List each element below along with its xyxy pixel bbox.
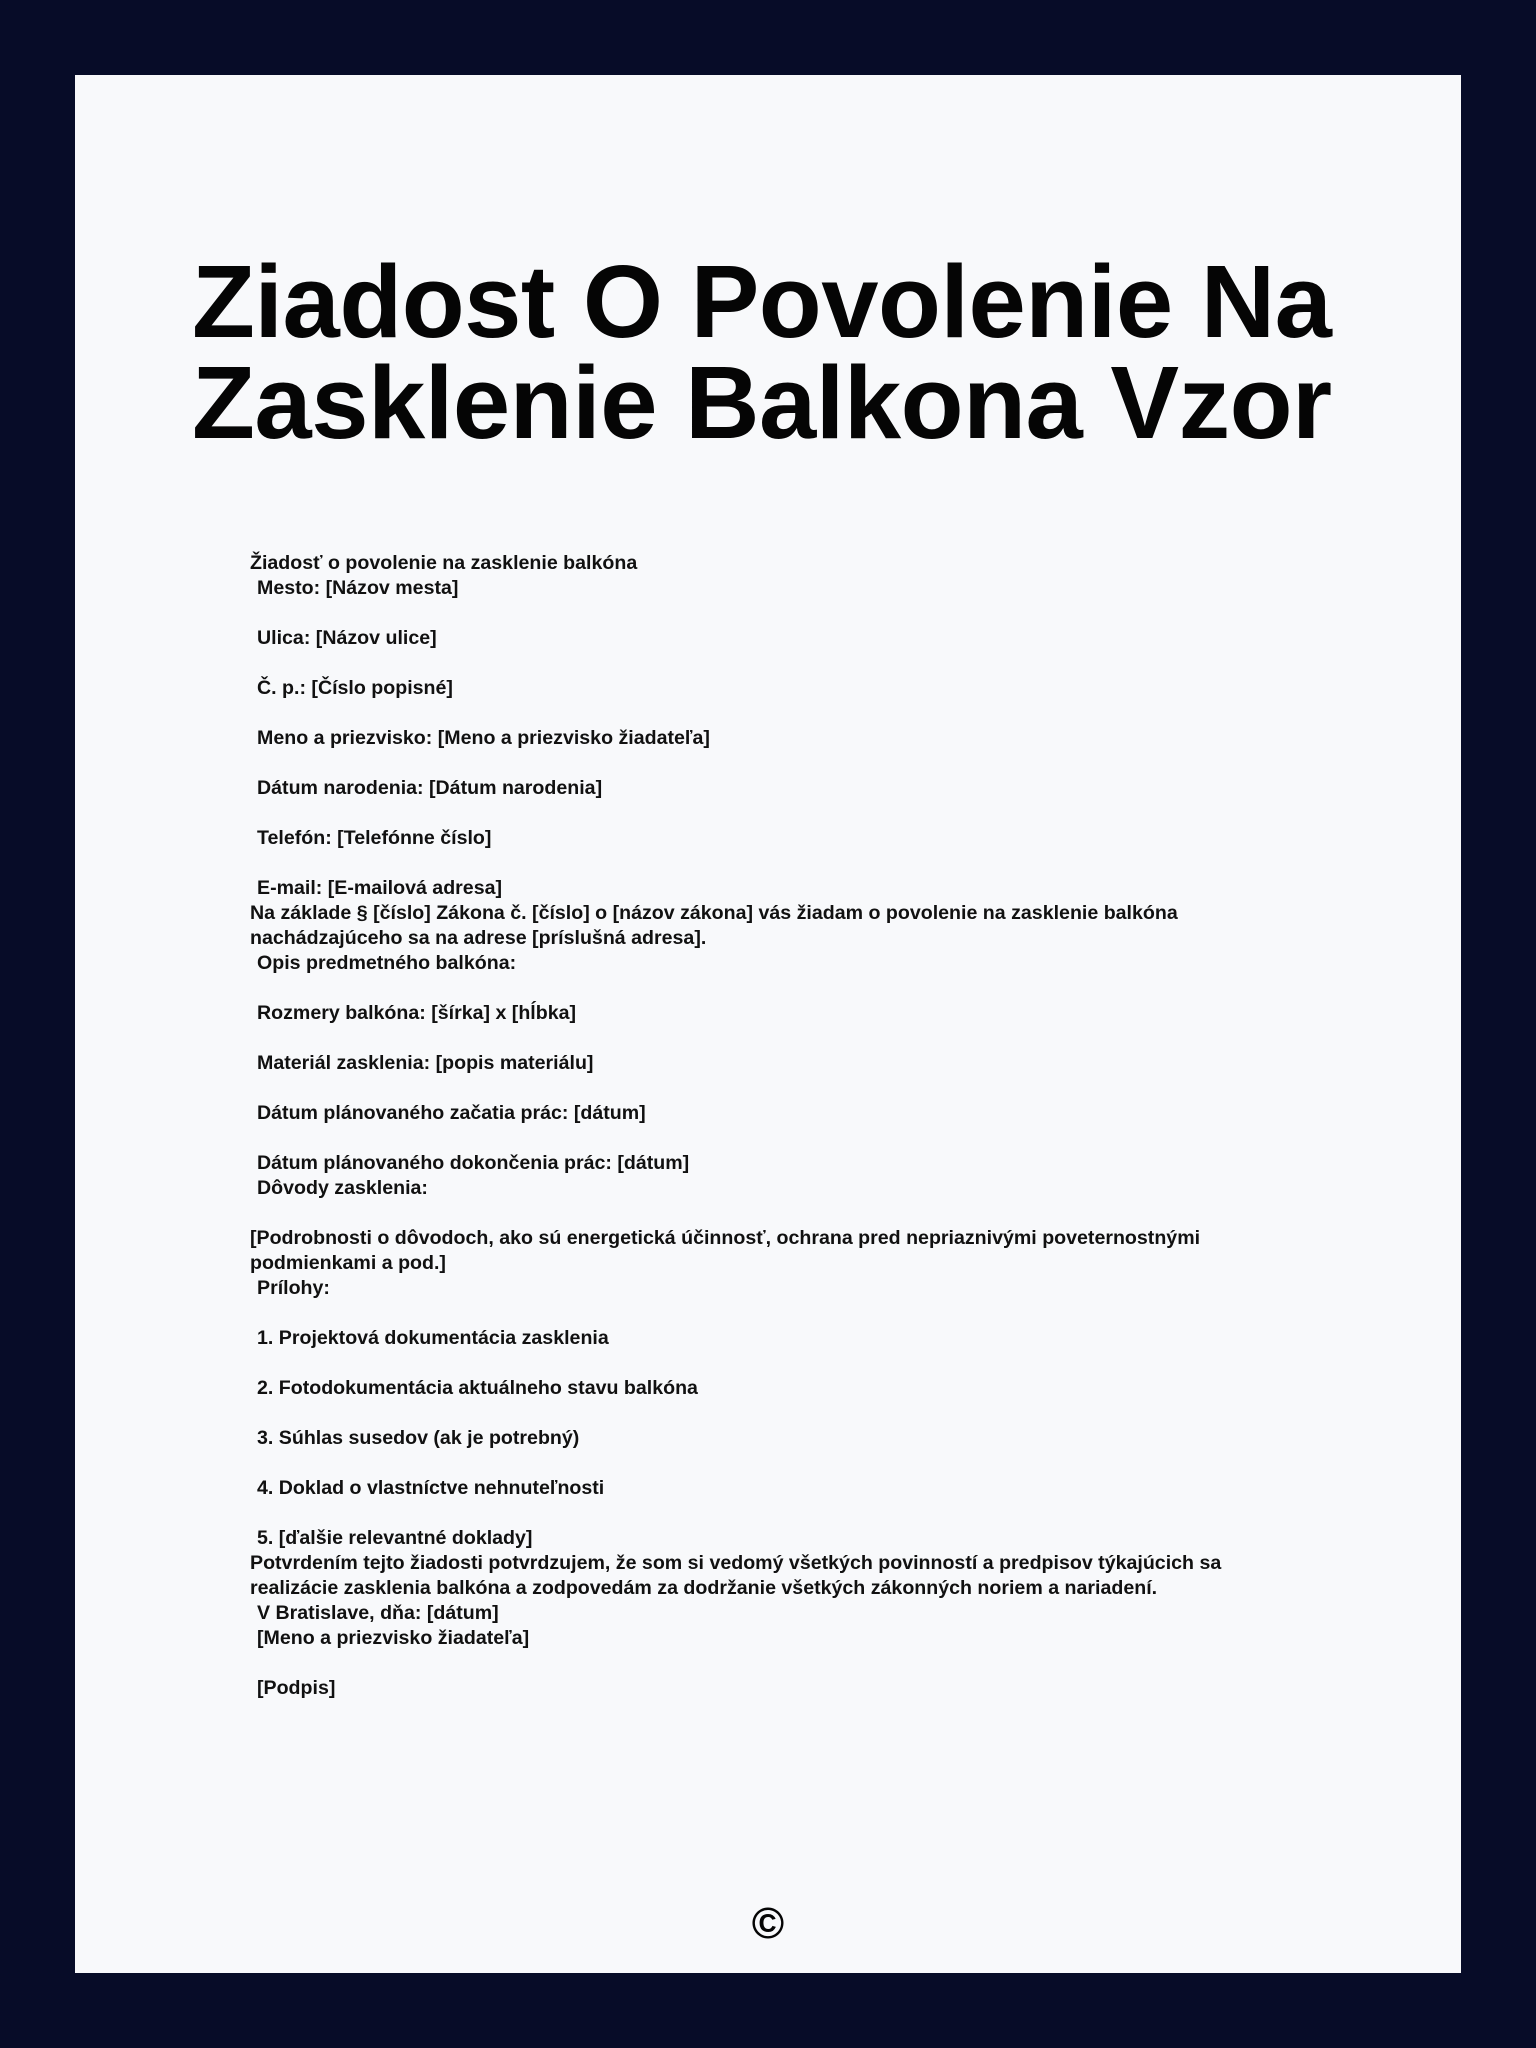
title-line-1: Ziadost O Povolenie Na: [192, 244, 1332, 359]
field-rozmery: Rozmery balkóna: [šírka] x [hĺbka]: [257, 1002, 577, 1024]
field-material: Materiál zasklenia: [popis materiálu]: [257, 1052, 594, 1074]
list-item: 2. Fotodokumentácia aktuálneho stavu balkóna: [257, 1377, 698, 1399]
field-dokoncenie: Dátum plánovaného dokončenia prác: [dátum]: [257, 1152, 690, 1174]
paragraph-zaklad-1: Na základe § [číslo] Zákona č. [číslo] o [názov zákona] vás žiadam o povolenie na zasklenie balkóna: [250, 902, 1178, 924]
section-dovody: Dôvody zasklenia:: [257, 1177, 428, 1199]
document-page: [75, 75, 1461, 1973]
paragraph-zaklad-2: nachádzajúceho sa na adrese [príslušná adresa].: [250, 927, 707, 949]
paragraph-podrobnosti-2: podmienkami a pod.]: [250, 1252, 446, 1274]
paragraph-potvrdenie-1: Potvrdením tejto žiadosti potvrdzujem, že som si vedomý všetkých povinností a predpisov týkajúcich sa: [250, 1552, 1222, 1574]
field-podpis-meno: [Meno a priezvisko žiadateľa]: [257, 1627, 530, 1649]
field-telefon: Telefón: [Telefónne číslo]: [257, 827, 492, 849]
section-opis: Opis predmetného balkóna:: [257, 952, 517, 974]
field-meno: Meno a priezvisko: [Meno a priezvisko žiadateľa]: [257, 727, 710, 749]
field-podpis: [Podpis]: [257, 1677, 336, 1699]
list-item: 1. Projektová dokumentácia zasklenia: [257, 1327, 609, 1349]
copyright-icon: ©: [751, 1899, 785, 1948]
field-cislo-popisne: Č. p.: [Číslo popisné]: [257, 677, 453, 699]
field-email: E-mail: [E-mailová adresa]: [257, 877, 503, 899]
title-line-2: Zasklenie Balkona Vzor: [192, 345, 1332, 460]
field-mesto: Mesto: [Názov mesta]: [257, 577, 459, 599]
document-heading: Žiadosť o povolenie na zasklenie balkóna: [250, 552, 638, 574]
section-prilohy: Prílohy:: [257, 1277, 330, 1299]
field-miesto-datum: V Bratislave, dňa: [dátum]: [257, 1602, 499, 1624]
paragraph-podrobnosti-1: [Podrobnosti o dôvodoch, ako sú energetická účinnosť, ochrana pred nepriaznivými poveternostnými: [250, 1227, 1201, 1249]
list-item: 5. [ďalšie relevantné doklady]: [257, 1527, 533, 1549]
field-ulica: Ulica: [Názov ulice]: [257, 627, 437, 649]
list-item: 3. Súhlas susedov (ak je potrebný): [257, 1427, 580, 1449]
list-item: 4. Doklad o vlastníctve nehnuteľnosti: [257, 1477, 605, 1499]
field-datum-narodenia: Dátum narodenia: [Dátum narodenia]: [257, 777, 603, 799]
page-title: [192, 244, 1392, 460]
field-zaciatok: Dátum plánovaného začatia prác: [dátum]: [257, 1102, 646, 1124]
paragraph-potvrdenie-2: realizácie zasklenia balkóna a zodpovedám za dodržanie všetkých zákonných noriem a nariadení.: [250, 1577, 1158, 1599]
document-body: [250, 551, 1270, 1701]
